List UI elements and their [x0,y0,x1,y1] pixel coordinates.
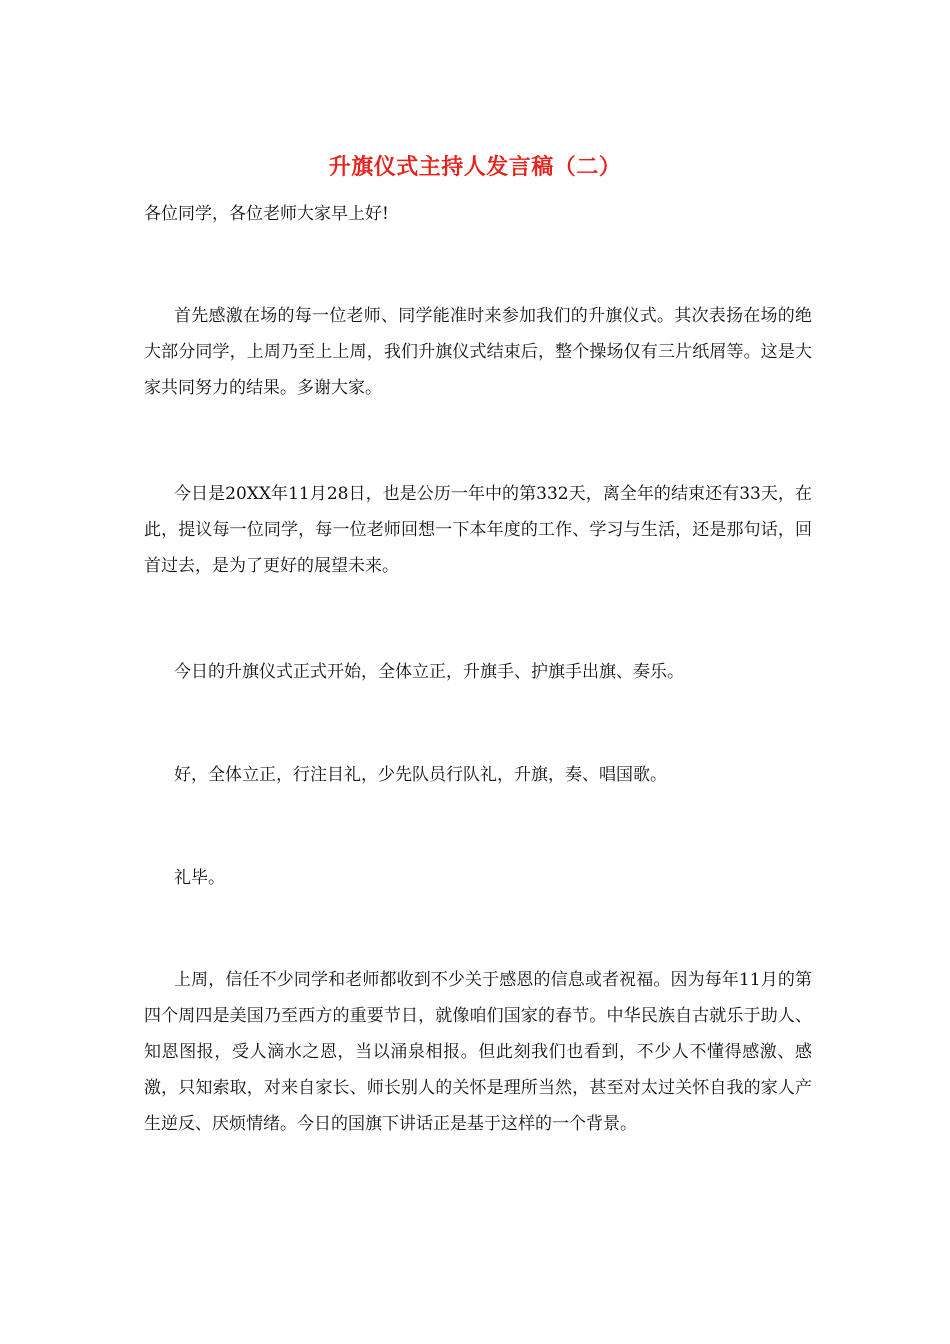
paragraph-ceremony-start: 今日的升旗仪式正式开始，全体立正，升旗手、护旗手出旗、奏乐。 [174,662,684,682]
paragraph-thanks: 首先感激在场的每一位老师、同学能准时来参加我们的升旗仪式。其次表扬在场的绝大部分同学，上周乃至上上周，我们升旗仪式结束后，整个操场仅有三片纸屑等。这是大家共同努力的结果。多谢大家。 [144,306,812,398]
paragraph-date: 今日是20XX年11月28日，也是公历一年中的第332天，离全年的结束还有33天，在此，提议每一位同学，每一位老师回想一下本年度的工作、学习与生活，还是那句话，回首过去，是为了更好的展望未来。 [144,484,812,576]
document-title: 升旗仪式主持人发言稿（二） [328,154,622,180]
salutation: 各位同学，各位老师大家早上好! [144,204,389,224]
paragraph-gratitude: 上周，信任不少同学和老师都收到不少关于感恩的信息或者祝福。因为每年11月的第四个周四是美国乃至西方的重要节日，就像咱们国家的春节。中华民族自古就乐于助人、知恩图报，受人滴水之恩，当以涌泉相报。但此刻我们也看到，不少人不懂得感激、感激，只知索取，对来自家长、师长别人的关怀是理所当然，甚至对太过关怀自我的家人产生逆反、厌烦情绪。今日的国旗下讲话正是基于这样的一个背景。 [144,970,812,1134]
paragraph-anthem: 好，全体立正，行注目礼，少先队员行队礼，升旗，奏、唱国歌。 [174,765,667,785]
paragraph-salute-end: 礼毕。 [174,868,225,888]
